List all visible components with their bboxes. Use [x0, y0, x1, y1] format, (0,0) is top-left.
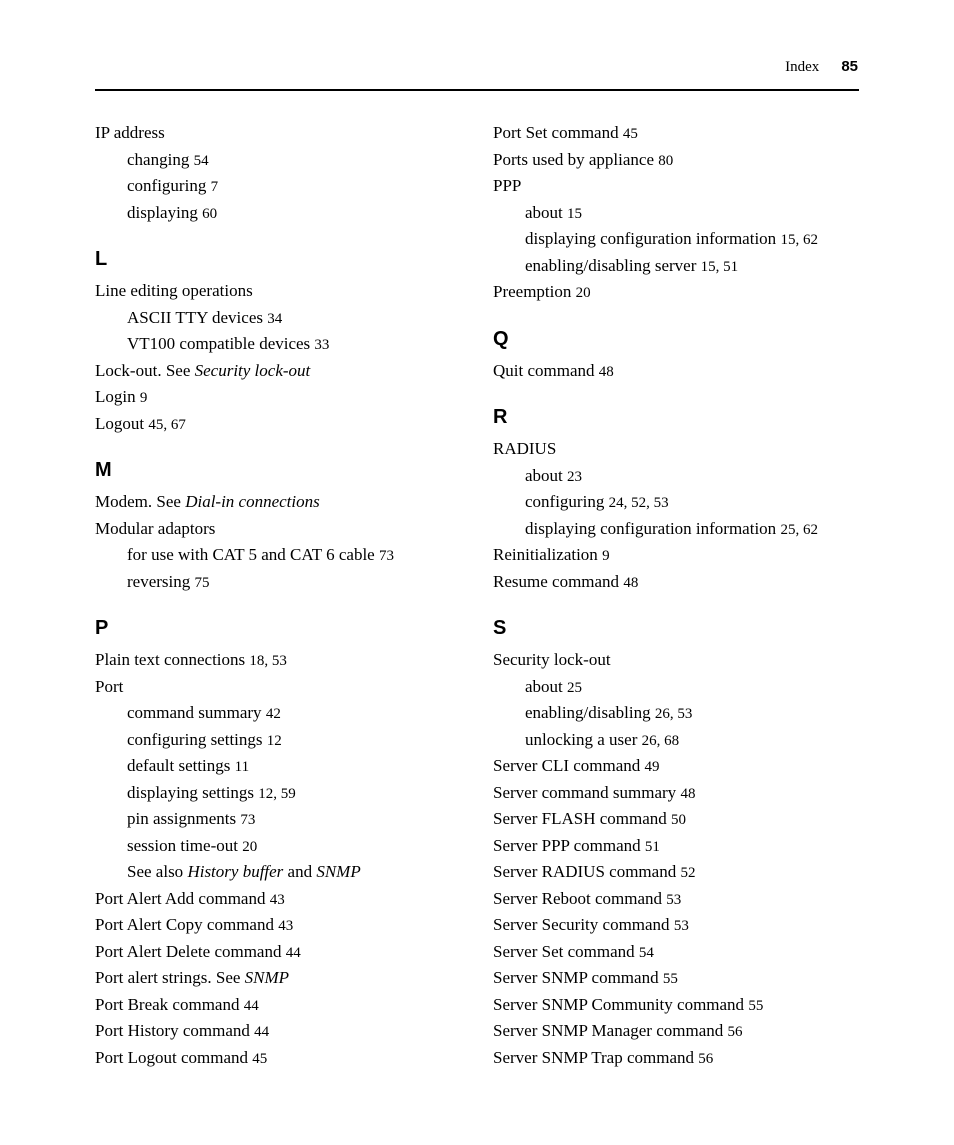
index-column-right	[493, 120, 873, 1071]
index-subentry	[493, 700, 873, 727]
entry-term: Port alert strings. See	[95, 968, 241, 987]
index-section-letter: R	[493, 406, 508, 428]
entry-term: Lock-out. See	[95, 360, 191, 380]
entry-term: reversing	[127, 571, 191, 591]
page-numbers: 48	[680, 785, 696, 802]
header-page-number: 85	[841, 58, 858, 75]
index-section-letter: Q	[493, 327, 509, 350]
entry-term: unlocking a user	[525, 729, 638, 749]
entry-term: Port Break command	[95, 994, 240, 1014]
page-numbers: 50	[671, 812, 687, 828]
index-subentry	[493, 200, 873, 227]
page-numbers: 12	[266, 732, 282, 749]
entry-term: ASCII TTY devices	[127, 307, 263, 327]
index-section-letter: M	[95, 459, 112, 481]
entry-term: Logout	[95, 413, 145, 433]
header-rule	[95, 89, 859, 91]
page-numbers: 52	[680, 865, 696, 881]
index-subentry	[95, 780, 475, 807]
running-header	[785, 58, 858, 80]
page-numbers: 73	[240, 812, 256, 828]
page-numbers: 44	[243, 997, 259, 1014]
index-subentry	[493, 226, 873, 253]
entry-term: Preemption	[493, 282, 572, 301]
entry-term: Server SNMP Manager command	[493, 1021, 724, 1040]
page-numbers: 73	[378, 548, 394, 564]
entry-term: Quit command	[493, 360, 595, 380]
page-numbers: 20	[242, 838, 258, 855]
index-entry	[493, 147, 873, 174]
index-subentry	[95, 305, 475, 332]
page-numbers: 49	[644, 759, 660, 775]
page-numbers: 7	[210, 179, 219, 195]
entry-term: See also	[127, 862, 184, 881]
page-numbers: 43	[278, 918, 294, 934]
entry-term: Modem. See	[95, 492, 181, 511]
index-entry	[95, 912, 475, 939]
entry-term: Login	[95, 387, 136, 406]
index-subentry	[95, 147, 475, 174]
page-numbers: 51	[644, 838, 660, 855]
entry-term: Server Reboot command	[493, 888, 663, 908]
index-subentry	[95, 727, 475, 754]
index-entry	[95, 886, 475, 913]
entry-term: Port Set command	[493, 123, 619, 142]
index-entry	[493, 647, 873, 674]
page-numbers: 44	[254, 1024, 270, 1040]
index-subentry	[493, 516, 873, 543]
entry-term: Port Alert Add command	[95, 888, 266, 908]
page-numbers: 56	[698, 1050, 714, 1067]
entry-term: for use with CAT 5 and CAT 6 cable	[127, 545, 375, 564]
index-entry	[95, 647, 475, 674]
index-entry	[95, 992, 475, 1019]
entry-term: configuring	[127, 176, 207, 195]
entry-term: Resume command	[493, 571, 620, 591]
page-numbers: 48	[623, 574, 639, 591]
entry-term: Port	[95, 676, 124, 696]
page-numbers: 75	[194, 574, 210, 591]
page-numbers: 23	[567, 468, 583, 485]
page-numbers: 15, 51	[700, 258, 739, 275]
index-subentry	[493, 674, 873, 701]
entry-term: Port Alert Delete command	[95, 941, 282, 961]
entry-term: Port Logout command	[95, 1047, 248, 1067]
index-entry	[493, 833, 873, 860]
entry-term: Server SNMP Trap command	[493, 1047, 695, 1067]
index-entry	[493, 1045, 873, 1072]
see-reference: History buffer	[187, 862, 284, 881]
entry-term: Server CLI command	[493, 756, 641, 775]
page-numbers: 54	[638, 944, 654, 961]
entry-term: configuring	[525, 492, 605, 511]
index-section-letter: P	[95, 617, 109, 639]
see-reference: SNMP	[316, 862, 361, 881]
index-entry	[493, 358, 873, 385]
index-entry	[493, 279, 873, 306]
entry-term: Modular adaptors	[95, 518, 216, 538]
index-entry	[95, 489, 475, 516]
page-numbers: 26, 53	[654, 706, 693, 722]
page-numbers: 9	[602, 548, 610, 564]
index-entry	[493, 780, 873, 807]
entry-term: RADIUS	[493, 439, 557, 458]
index-entry	[493, 859, 873, 886]
entry-term: Server FLASH command	[493, 809, 667, 828]
index-entry	[493, 992, 873, 1019]
entry-term: Server SNMP command	[493, 968, 659, 987]
index-section-letter: L	[95, 248, 108, 270]
index-entry	[95, 384, 475, 411]
page-numbers: 15	[567, 205, 583, 222]
page-numbers: 54	[193, 152, 209, 169]
entry-term: about	[525, 465, 563, 485]
index-subentry	[95, 331, 475, 358]
entry-term: Server PPP command	[493, 835, 641, 855]
index-subentry	[95, 753, 475, 780]
index-entry	[493, 1018, 873, 1045]
section-spacer	[493, 306, 873, 314]
index-entry	[95, 516, 475, 543]
index-subentry	[95, 569, 475, 596]
see-reference: Dial-in connections	[185, 492, 320, 511]
index-entry	[493, 173, 873, 200]
entry-term: displaying configuration information	[525, 229, 777, 248]
page-numbers: 26, 68	[641, 732, 680, 749]
index-entry	[493, 436, 873, 463]
page-numbers: 20	[575, 285, 591, 301]
entry-term: displaying configuration information	[525, 518, 777, 538]
entry-term: about	[525, 676, 563, 696]
index-entry	[95, 1045, 475, 1072]
page-numbers: 25	[567, 679, 583, 696]
page-numbers: 53	[666, 891, 682, 908]
index-entry	[95, 358, 475, 385]
page-numbers: 33	[314, 337, 330, 353]
entry-term: Port History command	[95, 1021, 250, 1040]
entry-term: Server SNMP Community command	[493, 994, 745, 1014]
entry-term: about	[525, 202, 563, 222]
index-entry	[95, 674, 475, 701]
page-numbers: 9	[139, 390, 148, 406]
entry-term: displaying	[127, 202, 198, 222]
index-entry	[493, 806, 873, 833]
section-spacer	[493, 384, 873, 392]
page-numbers: 15, 62	[780, 232, 818, 248]
page-numbers: 44	[285, 944, 301, 961]
entry-term: Server Security command	[493, 915, 670, 934]
index-entry	[493, 939, 873, 966]
entry-term: Line editing operations	[95, 281, 253, 300]
index-column-left	[95, 120, 475, 1071]
index-entry	[95, 278, 475, 305]
index-subentry	[95, 833, 475, 860]
index-subentry	[493, 253, 873, 280]
index-entry	[493, 886, 873, 913]
entry-term: Ports used by appliance	[493, 149, 654, 169]
entry-term: Security lock-out	[493, 650, 611, 669]
index-subentry	[95, 173, 475, 200]
index-subentry	[95, 700, 475, 727]
page-numbers: 45, 67	[148, 416, 186, 433]
index-entry	[95, 1018, 475, 1045]
page-numbers: 60	[202, 205, 218, 222]
page-numbers: 48	[598, 363, 614, 380]
page-numbers: 80	[658, 152, 674, 169]
index-entry	[95, 939, 475, 966]
section-spacer	[95, 226, 475, 234]
entry-term: enabling/disabling server	[525, 255, 697, 275]
index-entry	[493, 542, 873, 569]
page-numbers: 25, 62	[780, 521, 818, 538]
header-section-title: Index	[785, 59, 820, 75]
see-reference: Security lock-out	[194, 360, 311, 380]
entry-term: default settings	[127, 756, 231, 775]
entry-term: Plain text connections	[95, 650, 246, 669]
see-reference: SNMP	[244, 968, 290, 987]
section-spacer	[493, 595, 873, 603]
entry-term: displaying settings	[127, 782, 255, 802]
page-numbers: 34	[267, 310, 283, 327]
index-subentry	[95, 200, 475, 227]
index-subentry	[493, 727, 873, 754]
entry-term: configuring settings	[127, 729, 263, 749]
index-subentry	[95, 542, 475, 569]
index-subentry	[95, 859, 475, 886]
index-subentry	[493, 489, 873, 516]
page-numbers: 12, 59	[258, 785, 296, 802]
page-numbers: 56	[727, 1024, 743, 1040]
entry-term: VT100 compatible devices	[127, 334, 311, 353]
index-entry	[95, 120, 475, 147]
entry-term: session time-out	[127, 835, 238, 855]
index-section-letter: S	[493, 617, 507, 639]
page-numbers: 18, 53	[249, 653, 287, 669]
page-numbers: 45	[622, 126, 638, 142]
page-numbers: 55	[748, 997, 764, 1014]
page-numbers: 43	[269, 891, 285, 908]
entry-term: Server Set command	[493, 941, 635, 961]
entry-term: changing	[127, 149, 190, 169]
index-entry	[95, 411, 475, 438]
page-numbers: 55	[662, 971, 678, 987]
entry-term: Server RADIUS command	[493, 862, 677, 881]
index-subentry	[493, 463, 873, 490]
index-entry	[95, 965, 475, 992]
entry-term: PPP	[493, 176, 522, 195]
page-numbers: 53	[673, 918, 689, 934]
index-entry	[493, 120, 873, 147]
index-entry	[493, 753, 873, 780]
page-numbers: 45	[252, 1050, 268, 1067]
entry-term: command summary	[127, 703, 262, 722]
section-spacer	[95, 595, 475, 603]
section-spacer	[95, 437, 475, 445]
entry-term: Server command summary	[493, 782, 677, 802]
entry-term: pin assignments	[127, 809, 237, 828]
entry-term: enabling/disabling	[525, 703, 651, 722]
entry-term: Port Alert Copy command	[95, 915, 274, 934]
entry-term: Reinitialization	[493, 545, 598, 564]
page-numbers: 24, 52, 53	[608, 495, 669, 511]
page-numbers: 42	[265, 706, 281, 722]
index-subentry	[95, 806, 475, 833]
entry-term: IP address	[95, 123, 165, 142]
page-numbers: 11	[234, 759, 250, 775]
index-entry	[493, 569, 873, 596]
index-entry	[493, 965, 873, 992]
index-entry	[493, 912, 873, 939]
see-joiner: and	[287, 862, 313, 881]
